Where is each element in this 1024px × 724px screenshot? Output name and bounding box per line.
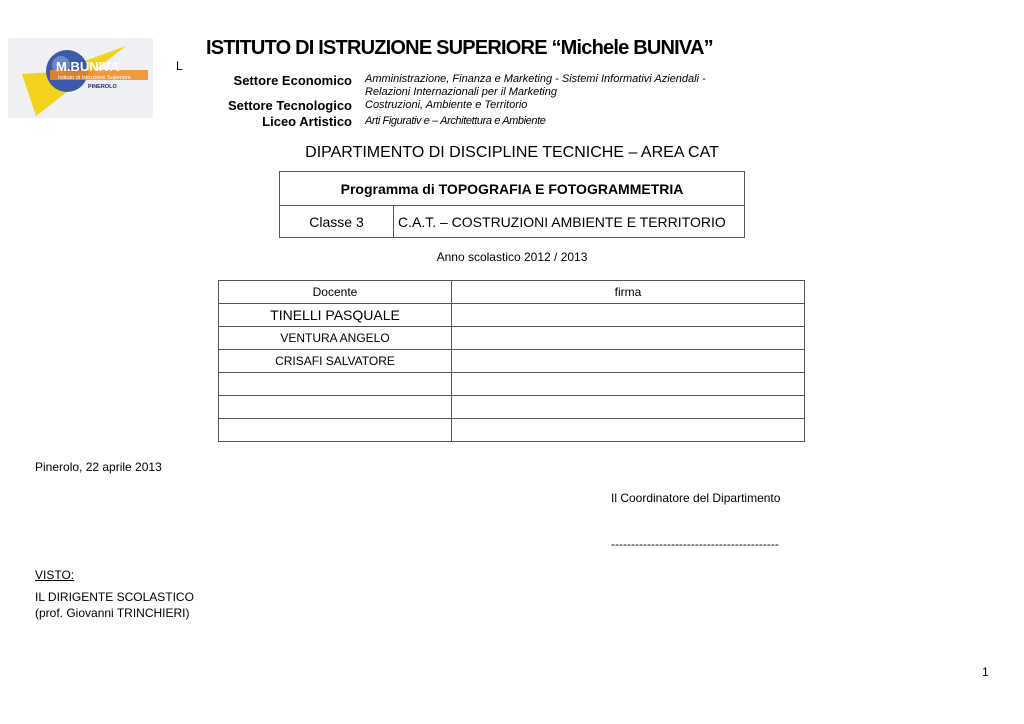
department-heading: DIPARTIMENTO DI DISCIPLINE TECNICHE – AREA CAT xyxy=(305,144,719,161)
stray-mark: L xyxy=(176,59,183,73)
liceo-artistico-label: Liceo Artistico xyxy=(262,114,352,129)
page-number: 1 xyxy=(982,665,989,679)
class-label: Classe 3 xyxy=(280,206,394,238)
table-row xyxy=(219,373,805,396)
signature-cell xyxy=(452,327,805,350)
programme-table xyxy=(279,171,745,238)
signature-cell xyxy=(452,419,805,442)
visto-label: VISTO: xyxy=(35,568,75,582)
institute-title: ISTITUTO DI ISTRUZIONE SUPERIORE “Michele BUNIVA” xyxy=(206,37,713,59)
table-row xyxy=(219,327,805,350)
dirigente-name: (prof. Giovanni TRINCHIERI) xyxy=(35,606,190,620)
signature-line: ------------------------------------------ xyxy=(611,537,779,551)
signature-cell xyxy=(452,373,805,396)
logo-line1-text: Istituto di Istruzione Superiore xyxy=(58,75,131,81)
table-row xyxy=(219,396,805,419)
signature-cell xyxy=(452,304,805,327)
school-logo xyxy=(8,38,153,118)
teacher-name: TINELLI PASQUALE xyxy=(219,304,452,327)
sector-desc-line: Relazioni Internazionali per il Marketing xyxy=(365,86,557,98)
school-year: Anno scolastico 2012 / 2013 xyxy=(436,250,588,264)
dirigente-label: IL DIRIGENTE SCOLASTICO xyxy=(35,590,194,604)
course-name: C.A.T. – COSTRUZIONI AMBIENTE E TERRITORIO xyxy=(394,206,745,238)
logo-line2-text: PINEROLO xyxy=(88,84,117,90)
teacher-name xyxy=(219,419,452,442)
programme-title: Programma di TOPOGRAFIA E FOTOGRAMMETRIA xyxy=(280,172,745,206)
table-row xyxy=(219,419,805,442)
teacher-name: CRISAFI SALVATORE xyxy=(219,350,452,373)
liceo-artistico-desc: Arti Figurativ e – Architettura e Ambiente xyxy=(365,115,546,127)
header-docente: Docente xyxy=(219,281,452,304)
sector-tecnologico-desc: Costruzioni, Ambiente e Territorio xyxy=(365,99,528,111)
sector-economico-label: Settore Economico xyxy=(233,73,352,88)
teacher-name: VENTURA ANGELO xyxy=(219,327,452,350)
sector-tecnologico-label: Settore Tecnologico xyxy=(228,98,352,113)
teacher-name xyxy=(219,373,452,396)
header-firma: firma xyxy=(452,281,805,304)
logo-brand-text: M.BUNIVA xyxy=(56,59,120,74)
place-date: Pinerolo, 22 aprile 2013 xyxy=(35,460,162,474)
teachers-table xyxy=(218,280,805,442)
coordinator-label: Il Coordinatore del Dipartimento xyxy=(611,491,781,505)
table-row xyxy=(219,304,805,327)
signature-cell xyxy=(452,350,805,373)
sector-desc-line: Amministrazione, Finanza e Marketing - Sistemi Informativi Aziendali - xyxy=(365,73,706,85)
signature-cell xyxy=(452,396,805,419)
teacher-name xyxy=(219,396,452,419)
table-row xyxy=(219,350,805,373)
sector-economico-desc xyxy=(365,73,706,99)
